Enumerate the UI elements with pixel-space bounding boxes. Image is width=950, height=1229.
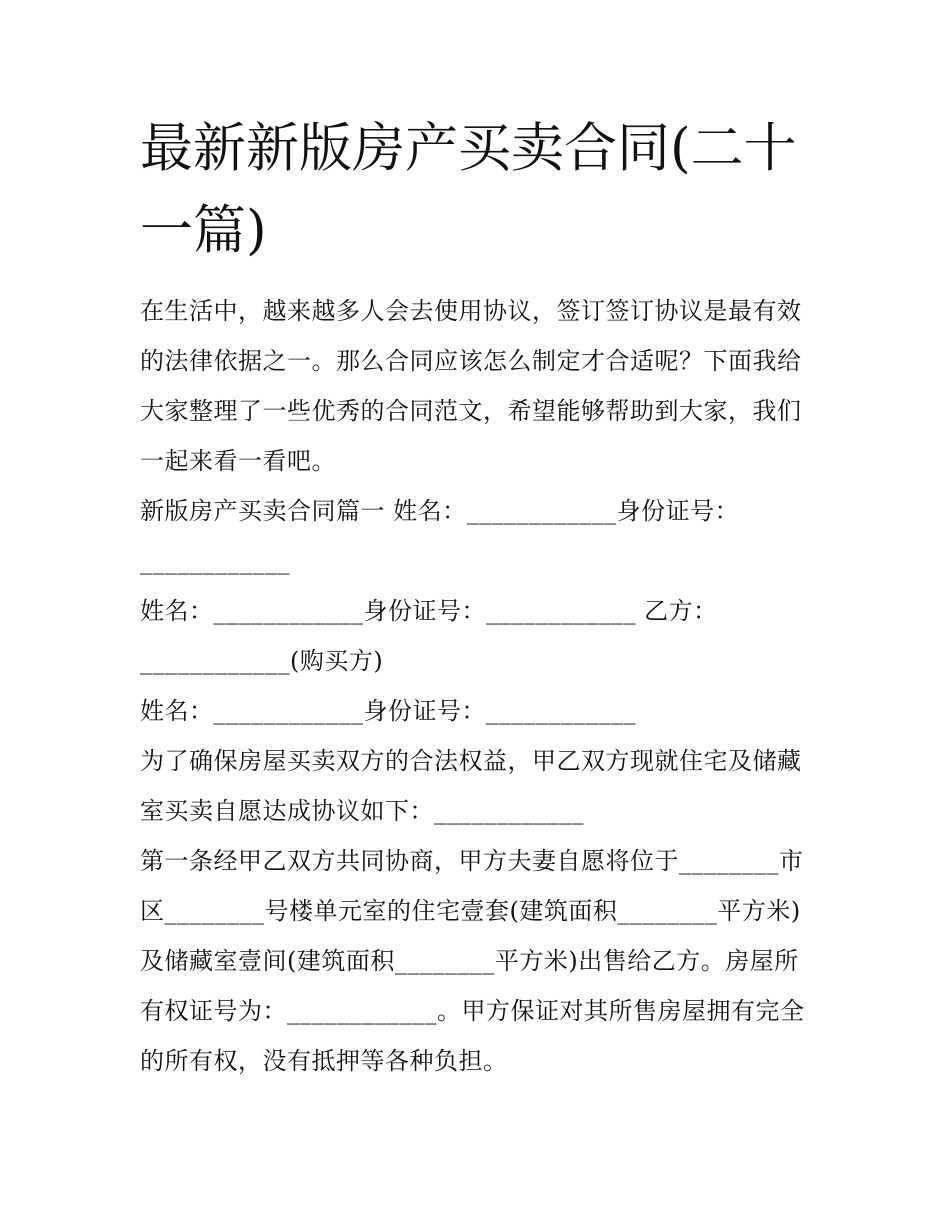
party-b-buyer-info: 姓名：____________身份证号：____________ 乙方：____________(购买方) bbox=[140, 597, 718, 675]
document-body bbox=[140, 286, 815, 1086]
party-a-seller-info: 新版房产买卖合同篇一 姓名：____________身份证号：____________ bbox=[140, 497, 740, 575]
agreement-preamble: 为了确保房屋买卖双方的合法权益，甲乙双方现就住宅及储藏室买卖自愿达成协议如下：____________ bbox=[140, 747, 802, 825]
document-title: 最新新版房产买卖合同(二十一篇) bbox=[140, 118, 797, 261]
article-one: 第一条经甲乙双方共同协商，甲方夫妻自愿将位于________市区________号楼单元室的住宅壹套(建筑面积________平方米)及储藏室壹间(建筑面积________平方米)出售给乙方。房屋所有权证号为：____________。甲方保证对其所售房屋拥有完全的所有权，没有抵押等各种负担。 bbox=[140, 847, 805, 1075]
document-page bbox=[140, 108, 815, 1086]
intro-paragraph: 在生活中，越来越多人会去使用协议，签订签订协议是最有效的法律依据之一。那么合同应该怎么制定才合适呢？下面我给大家整理了一些优秀的合同范文，希望能够帮助到大家，我们一起来看一看吧。 bbox=[140, 297, 802, 475]
buyer-id-info: 姓名：____________身份证号：____________ bbox=[140, 697, 636, 725]
